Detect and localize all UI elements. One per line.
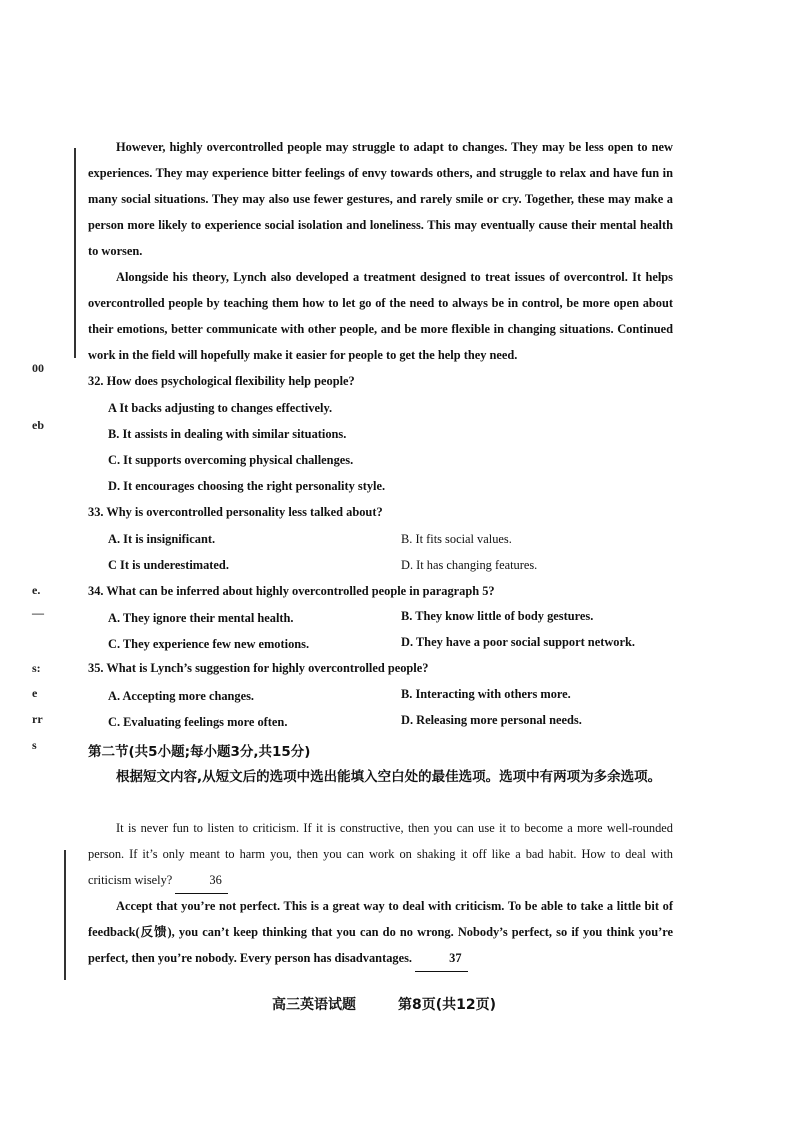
question-32-option-a[interactable]: A It backs adjusting to changes effectively. [108,401,333,415]
blank-37[interactable]: 37 [415,945,467,972]
cloze-paragraph-2-text: Accept that you’re not perfect. This is a great way to deal with criticism. To be able to take a little bit of feedback(反馈), you can’t keep thinking that you can do no wrong. Nobody’s perfect, so if you think you’re perfect, then you’re nobody. Every person has disadvantages. [88,899,673,965]
margin-mark: e [32,686,38,700]
margin-mark: s [32,738,37,752]
question-33-option-c[interactable]: C It is underestimated. [108,558,229,572]
cloze-paragraph-1-text: It is never fun to listen to criticism. If it is constructive, then you can use it to become a more well-rounded person. If it’s only meant to harm you, then you can work on shaking it off like a bad habit. How to deal with criticism wisely? [88,821,673,887]
question-34-stem: 34. What can be inferred about highly overcontrolled people in paragraph 5? [88,584,495,598]
question-33-option-d[interactable]: D. It has changing features. [401,558,538,572]
margin-mark: — [32,606,44,620]
question-33-stem: 33. Why is overcontrolled personality less talked about? [88,505,383,519]
question-35-stem: 35. What is Lynch’s suggestion for highly overcontrolled people? [88,661,429,675]
section-2-instruction: 根据短文内容,从短文后的选项中选出能填入空白处的最佳选项。选项中有两项为多余选项。 [116,769,662,785]
question-34-option-a[interactable]: A. They ignore their mental health. [108,611,294,625]
question-32-option-c[interactable]: C. It supports overcoming physical challenges. [108,453,354,467]
footer-page-number: 第8页(共12页) [398,997,497,1013]
question-34-option-b[interactable]: B. They know little of body gestures. [401,609,594,623]
question-35-option-d[interactable]: D. Releasing more personal needs. [401,713,582,727]
question-32-option-d[interactable]: D. It encourages choosing the right personality style. [108,479,386,493]
question-34-option-d[interactable]: D. They have a poor social support network. [401,635,635,649]
question-32-stem: 32. How does psychological flexibility help people? [88,374,355,388]
blank-36[interactable]: 36 [175,867,227,894]
section-2-heading: 第二节(共5小题;每小题3分,共15分) [88,744,311,760]
footer-subject: 高三英语试题 [272,997,356,1013]
question-33-option-b[interactable]: B. It fits social values. [401,532,512,546]
question-35-option-c[interactable]: C. Evaluating feelings more often. [108,715,288,729]
question-35-option-b[interactable]: B. Interacting with others more. [401,687,571,701]
margin-mark: s: [32,661,41,675]
scan-binding-line [64,850,66,980]
question-32-option-b[interactable]: B. It assists in dealing with similar situations. [108,427,347,441]
margin-mark: rr [32,712,43,726]
passage-paragraph-4: However, highly overcontrolled people may struggle to adapt to changes. They may be less open to new experiences. They may experience bitter feelings of envy towards others, and struggle to relax and have fun in many social situations. They may also use fewer gestures, and rarely smile or cry. Together, these may make a person more likely to experience social isolation and loneliness. This may eventually cause their mental health to worsen. [88,140,673,258]
margin-mark: 00 [32,361,44,375]
margin-mark: e. [32,583,41,597]
passage-paragraph-5: Alongside his theory, Lynch also developed a treatment designed to treat issues of overcontrol. It helps overcontrolled people by teaching them how to let go of the need to always be in control, be more open about their emotions, better communicate with other people, and be more flexible in changing situations. Continued work in the field will hopefully make it easier for people to get the help they need. [88,270,673,362]
cloze-paragraph-1 [88,815,673,894]
question-34-option-c[interactable]: C. They experience few new emotions. [108,637,310,651]
question-33-option-a[interactable]: A. It is insignificant. [108,532,216,546]
scan-binding-line [74,148,76,358]
margin-mark: eb [32,418,44,432]
cloze-paragraph-2 [88,893,673,972]
question-35-option-a[interactable]: A. Accepting more changes. [108,689,255,703]
